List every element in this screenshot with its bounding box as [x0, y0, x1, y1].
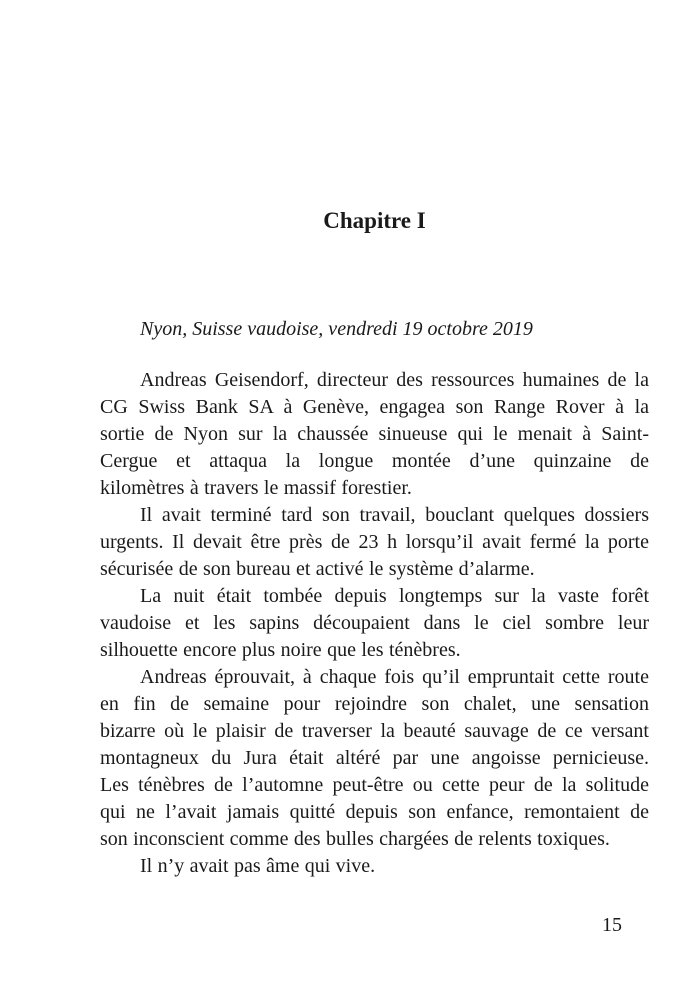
text-line: urgents. Il devait être près de 23 h lorsqu’il avait fermé la porte [100, 531, 649, 553]
text-line: Andreas éprouvait, à chaque fois qu’il empruntait cette route [140, 666, 649, 688]
text-line: en fin de semaine pour rejoindre son chalet, une sensation [100, 693, 649, 715]
paragraph [100, 502, 649, 583]
text-line: silhouette encore plus noire que les ténèbres. [100, 639, 461, 661]
page-number: 15 [602, 914, 622, 936]
text-line: kilomètres à travers le massif forestier. [100, 477, 412, 499]
paragraph [100, 367, 649, 502]
chapter-title: Chapitre I [323, 208, 426, 233]
text-line: montagneux du Jura était altéré par une angoisse pernicieuse. [100, 747, 649, 769]
paragraph [100, 583, 649, 664]
text-line: sécurisée de son bureau et activé le système d’alarme. [100, 558, 535, 580]
body-text [100, 367, 649, 880]
text-line: Cergue et attaqua la longue montée d’une quinzaine de [100, 450, 649, 472]
paragraph [100, 664, 649, 853]
text-line: Andreas Geisendorf, directeur des ressources humaines de la [140, 369, 649, 391]
text-line: son inconscient comme des bulles chargées de relents toxiques. [100, 828, 610, 850]
paragraph [100, 853, 649, 880]
dateline: Nyon, Suisse vaudoise, vendredi 19 octobre 2019 [140, 318, 533, 340]
text-line: CG Swiss Bank SA à Genève, engagea son Range Rover à la [100, 396, 649, 418]
text-line: Les ténèbres de l’automne peut-être ou cette peur de la solitude [100, 774, 649, 796]
text-line: La nuit était tombée depuis longtemps sur la vaste forêt [140, 585, 649, 607]
text-line: bizarre où le plaisir de traverser la beauté sauvage de ce versant [100, 720, 649, 742]
text-line: qui ne l’avait jamais quitté depuis son enfance, remontaient de [100, 801, 649, 823]
text-line: Il n’y avait pas âme qui vive. [140, 855, 376, 877]
text-line: Il avait terminé tard son travail, bouclant quelques dossiers [140, 504, 649, 526]
text-line: vaudoise et les sapins découpaient dans le ciel sombre leur [100, 612, 649, 634]
text-line: sortie de Nyon sur la chaussée sinueuse qui le menait à Saint- [100, 423, 649, 445]
